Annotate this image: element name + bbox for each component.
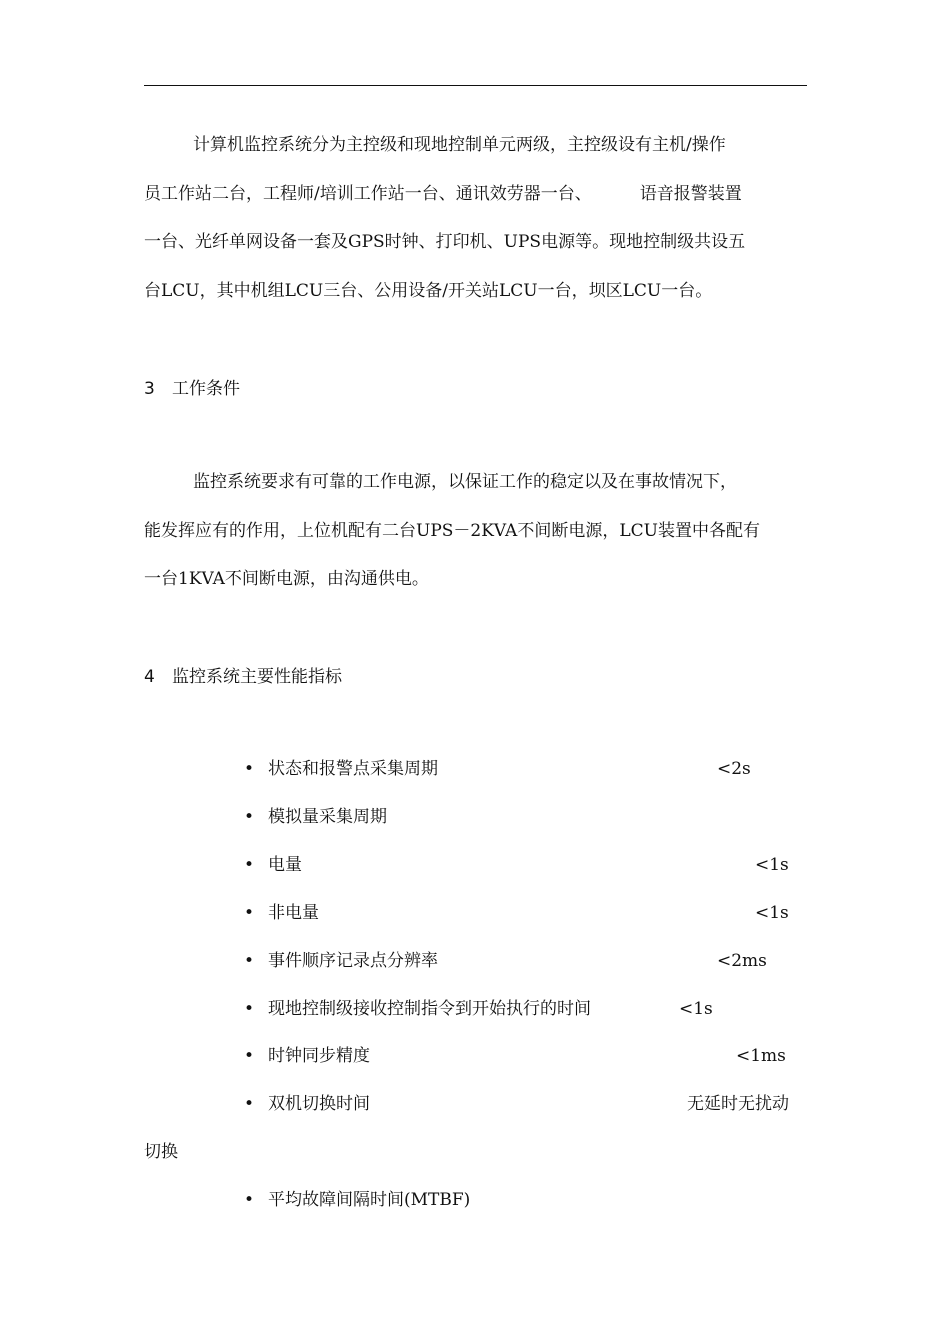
metric-value: <2s <box>717 759 751 779</box>
section-number: 3 <box>144 379 155 399</box>
section-heading-3 <box>144 374 240 399</box>
metric-item <box>244 805 387 829</box>
bullet: • <box>244 903 255 923</box>
bullet: • <box>244 807 255 827</box>
bullet: • <box>244 759 255 779</box>
metric-label: 平均故障间隔时间(MTBF) <box>268 1190 471 1210</box>
intro-line: 计算机监控系统分为主控级和现地控制单元两级，主控级设有主机/操作 <box>193 135 726 155</box>
metric-value: <2ms <box>717 951 767 971</box>
metric-item <box>244 853 302 877</box>
section-heading-4 <box>144 662 342 687</box>
metric-value: <1s <box>755 855 789 875</box>
section-title: 工作条件 <box>172 379 240 399</box>
section-number: 4 <box>144 667 155 687</box>
section-title: 监控系统主要性能指标 <box>172 667 342 687</box>
power-line: 能发挥应有的作用，上位机配有二台UPS－2KVA不间断电源，LCU装置中各配有 <box>144 520 760 541</box>
bullet: • <box>244 855 255 875</box>
metric-label: 时钟同步精度 <box>268 1046 370 1066</box>
metric-label: 双机切换时间 <box>268 1094 370 1114</box>
bullet: • <box>244 1046 255 1066</box>
metric-item <box>244 1044 370 1068</box>
metric-label: 状态和报警点采集周期 <box>268 759 438 779</box>
bullet: • <box>244 999 255 1019</box>
metric-label: 非电量 <box>268 903 319 923</box>
header-rule <box>144 85 807 86</box>
metric-label: 现地控制级接收控制指令到开始执行的时间 <box>268 999 591 1019</box>
metric-value: 无延时无扰动 <box>687 1094 789 1114</box>
intro-line: 台LCU，其中机组LCU三台、公用设备/开关站LCU一台，坝区LCU一台。 <box>144 280 713 301</box>
bullet: • <box>244 1190 255 1210</box>
metric-item <box>244 757 438 781</box>
power-paragraph <box>144 458 807 604</box>
power-line: 一台1KVA不间断电源，由沟通供电。 <box>144 569 429 589</box>
metric-item <box>244 901 319 925</box>
metric-label: 电量 <box>268 855 302 875</box>
metric-item <box>244 1188 470 1212</box>
power-line: 监控系统要求有可靠的工作电源，以保证工作的稳定以及在事故情况下， <box>193 472 737 492</box>
metric-item <box>244 1092 370 1116</box>
metric-value: <1ms <box>736 1046 786 1066</box>
bullet: • <box>244 951 255 971</box>
metric-value: <1s <box>755 903 789 923</box>
intro-line: 一台、光纤单网设备一套及GPS时钟、打印机、UPS电源等。现地控制级共设五 <box>144 232 746 252</box>
bullet: • <box>244 1094 255 1114</box>
metric-item <box>244 949 438 973</box>
metric-item <box>244 997 591 1021</box>
metric-label: 模拟量采集周期 <box>268 807 387 827</box>
metric-label: 事件顺序记录点分辨率 <box>268 951 438 971</box>
intro-line: 员工作站二台，工程师/培训工作站一台、通讯效劳器一台、 语音报警装置 <box>144 183 742 204</box>
metric-value: <1s <box>679 999 713 1019</box>
switch-continuation: 切换 <box>144 1142 178 1162</box>
intro-paragraph <box>144 121 807 315</box>
